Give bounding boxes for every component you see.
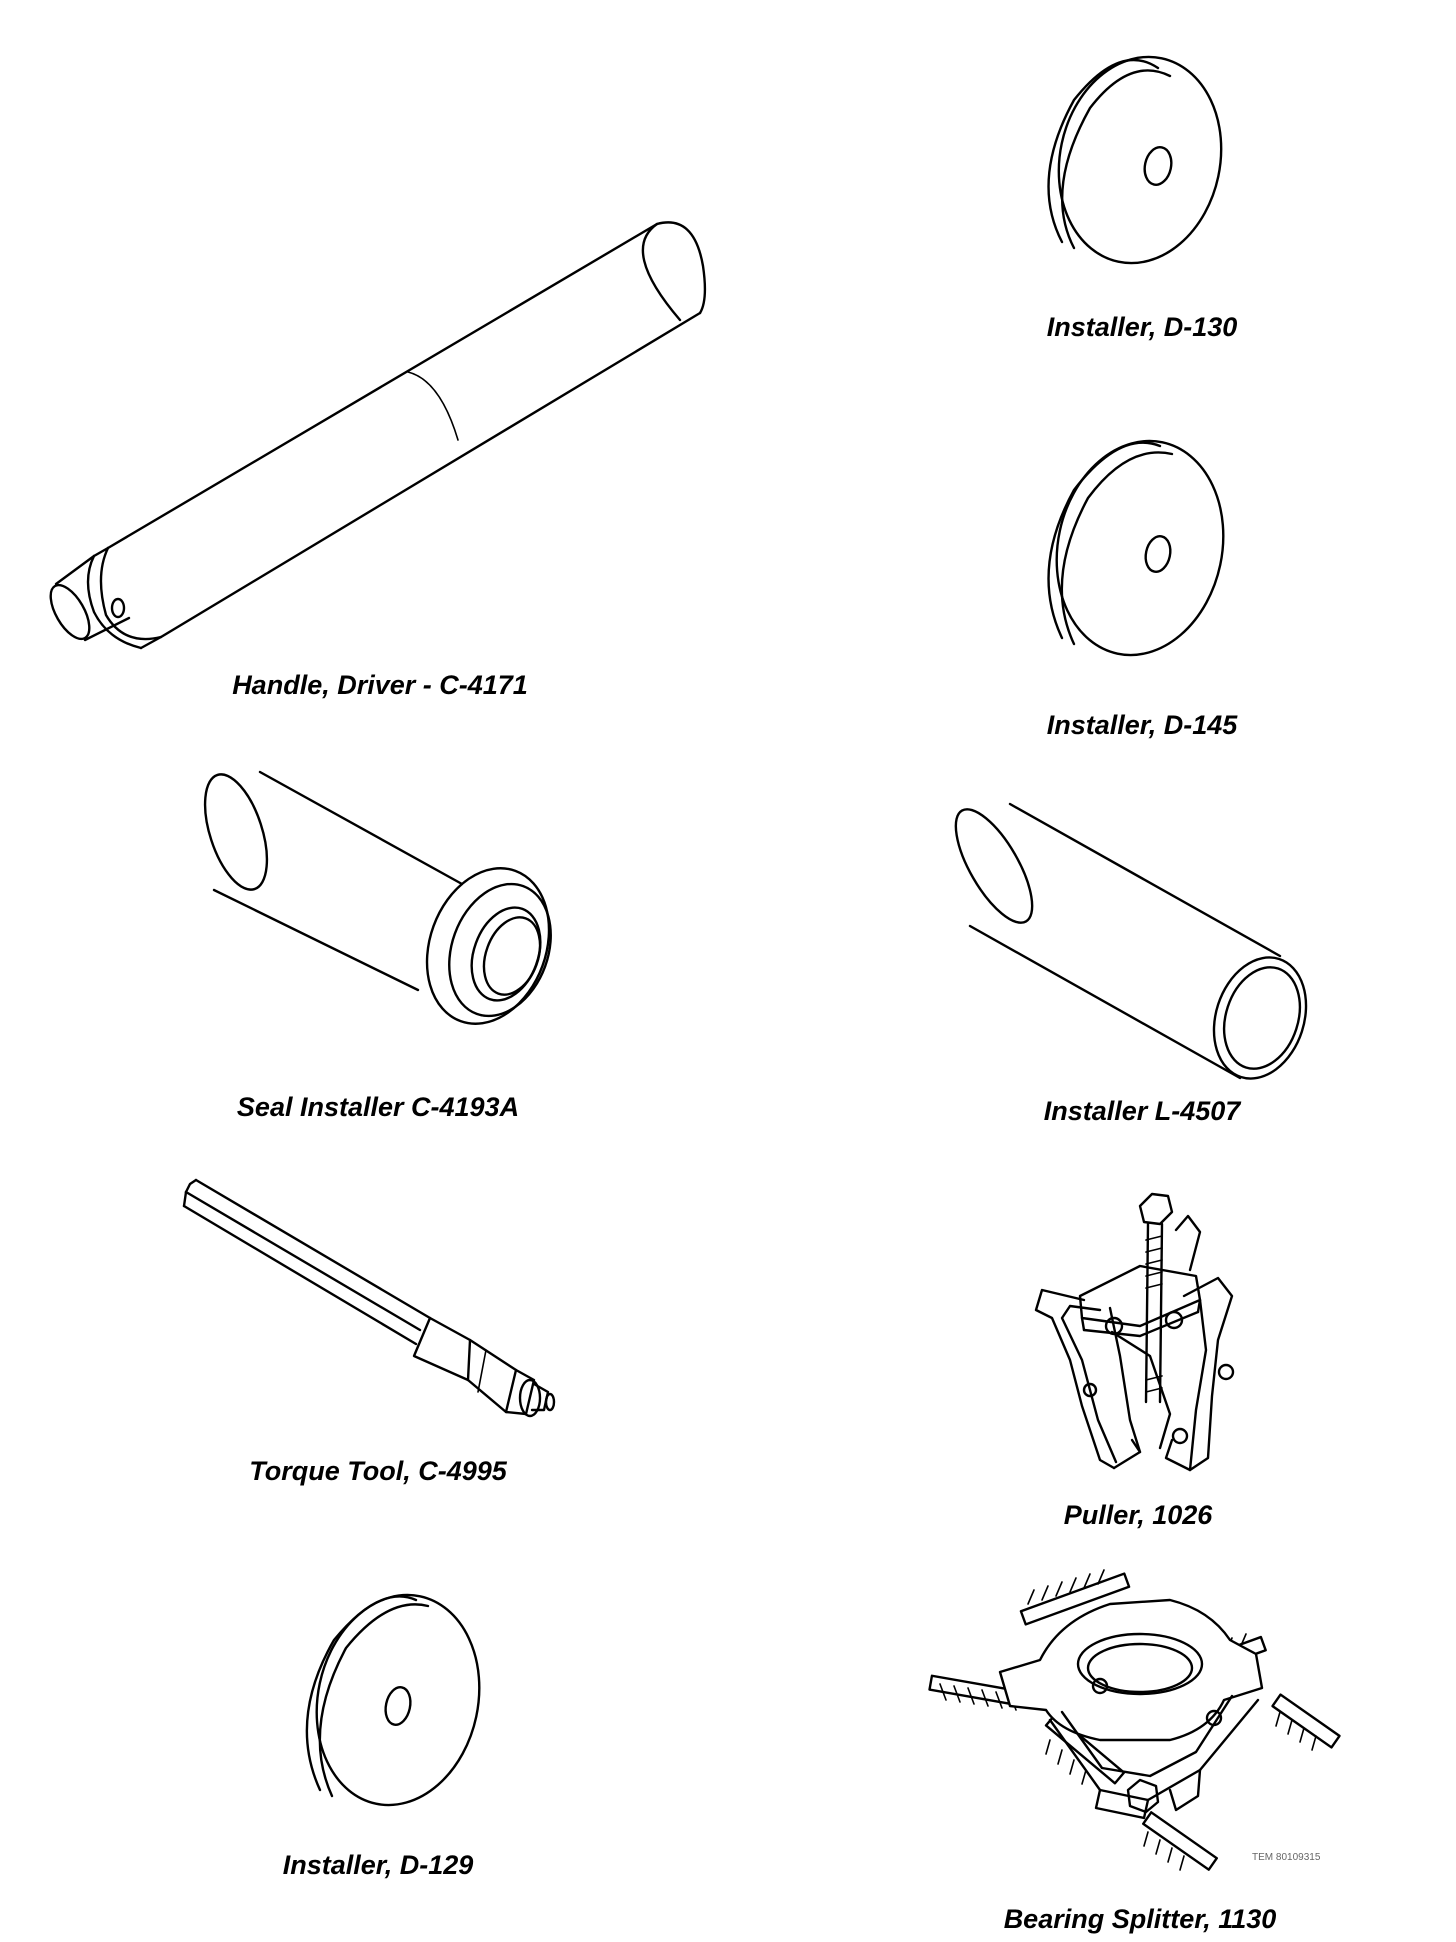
bearing-splitter-drawing xyxy=(930,1570,1340,1870)
handle-driver-label: Handle, Driver - C-4171 xyxy=(232,670,528,700)
installer-l4507-label: Installer L-4507 xyxy=(1043,1096,1241,1126)
installer-d130-drawing xyxy=(1040,42,1240,279)
driver-handle-drawing xyxy=(43,222,705,648)
bearing-splitter-label: Bearing Splitter, 1130 xyxy=(1003,1904,1277,1934)
installer-d129-drawing xyxy=(298,1580,499,1821)
torque-tool-drawing xyxy=(184,1180,554,1416)
installer-d130-label: Installer, D-130 xyxy=(1046,312,1238,342)
installer-d145-drawing xyxy=(1037,425,1242,670)
installer-l4507-drawing xyxy=(941,799,1321,1091)
puller-label: Puller, 1026 xyxy=(1063,1500,1213,1530)
seal-installer-drawing xyxy=(193,767,570,1041)
installer-d145-label: Installer, D-145 xyxy=(1046,710,1238,740)
installer-d129-label: Installer, D-129 xyxy=(282,1850,474,1880)
torque-tool-label: Torque Tool, C-4995 xyxy=(249,1456,507,1486)
catalog-number: TEM 80109315 xyxy=(1252,1852,1321,1863)
seal-installer-label: Seal Installer C-4193A xyxy=(236,1092,520,1122)
puller-drawing xyxy=(1036,1194,1233,1470)
